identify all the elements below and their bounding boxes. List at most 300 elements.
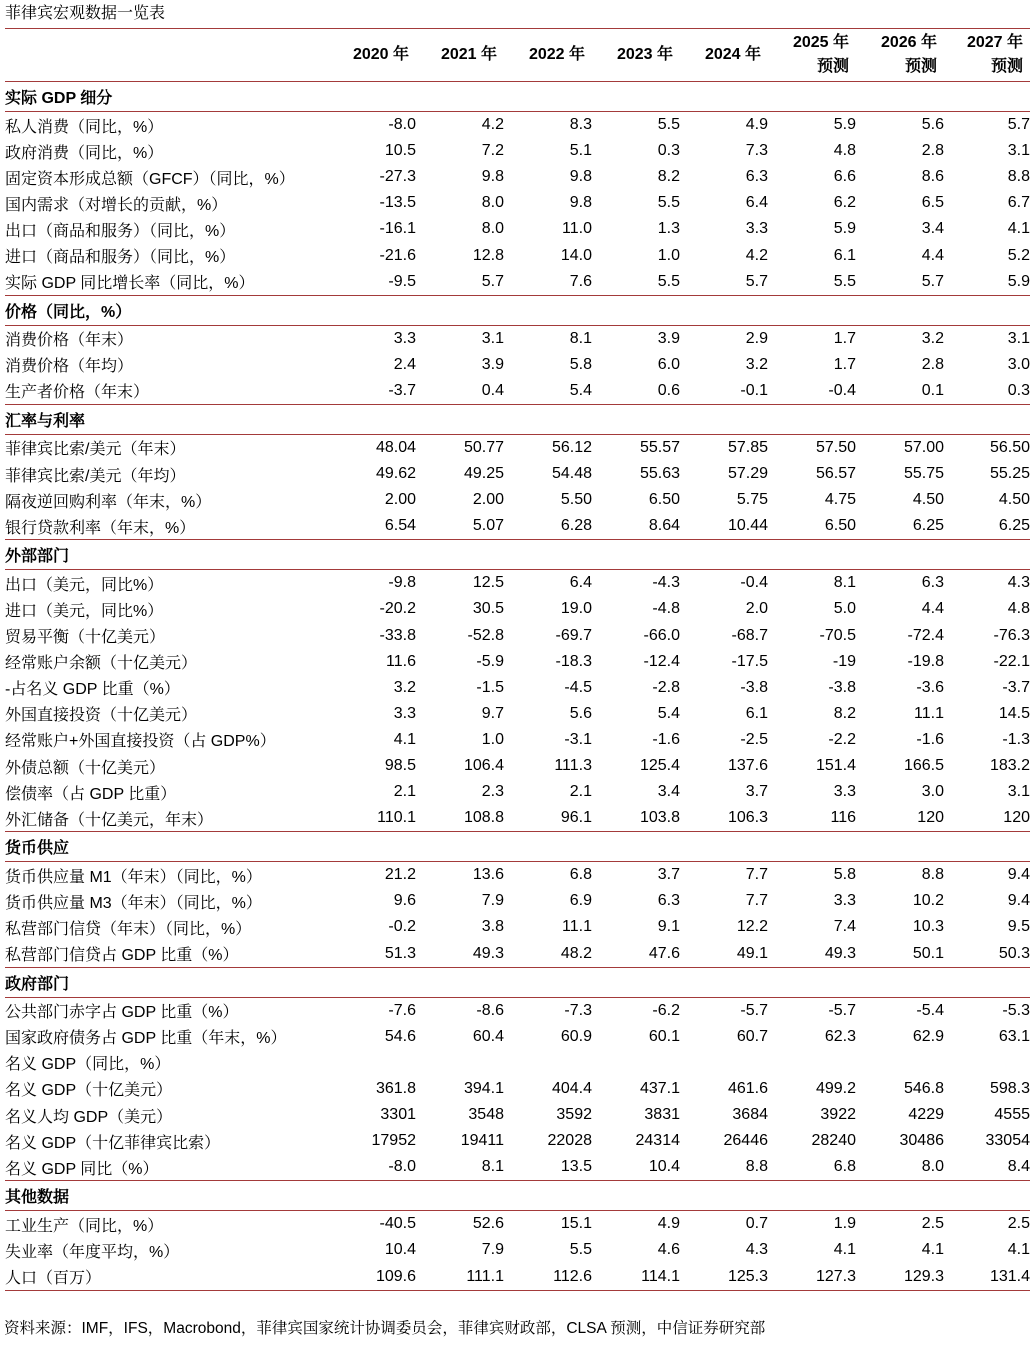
table-cell: 8.0 <box>481 220 504 238</box>
row-label: 私营部门信贷（年末）（同比，%） <box>5 920 252 938</box>
table-cell: 4.6 <box>657 1241 680 1259</box>
table-cell: 3.4 <box>657 783 680 801</box>
table-cell: 6.6 <box>833 168 856 186</box>
table-cell: 60.9 <box>560 1027 592 1045</box>
table-cell: 11.0 <box>562 220 592 238</box>
table-cell: 60.1 <box>648 1027 680 1045</box>
table-cell: 4.4 <box>921 246 944 264</box>
table-cell: 4.4 <box>921 600 944 618</box>
row-label: 货币供应量 M3（年末）（同比，%） <box>5 894 262 912</box>
table-cell: 5.5 <box>657 194 680 212</box>
table-row <box>5 914 1030 940</box>
table-cell: 7.6 <box>504 269 592 296</box>
table-cell: 6.5 <box>921 194 944 212</box>
table-cell: 96.1 <box>504 805 592 832</box>
section-header-row <box>5 967 1030 997</box>
table-cell: 5.7 <box>416 269 504 296</box>
table-cell: 60.7 <box>736 1027 768 1045</box>
table-cell: 10.2 <box>912 892 944 910</box>
table-cell: 19.0 <box>560 600 592 618</box>
table-cell: 8.3 <box>569 116 592 134</box>
table-cell: 2.5 <box>921 1215 944 1233</box>
table-cell: 2.8 <box>921 355 944 373</box>
table-cell: 3301 <box>380 1106 416 1124</box>
table-cell: 2.00 <box>384 491 416 509</box>
table-cell: 125.4 <box>639 757 680 775</box>
row-label: 名义 GDP（十亿美元） <box>5 1082 173 1100</box>
table-cell: 14.5 <box>998 704 1030 722</box>
table-row <box>5 675 1030 701</box>
table-row <box>5 727 1030 753</box>
table-cell: 3922 <box>820 1106 856 1124</box>
table-cell: 10.5 <box>384 142 416 160</box>
table-cell: 3548 <box>468 1106 504 1124</box>
column-header: 2026 年 预测 <box>856 29 944 82</box>
table-cell: 8.1 <box>569 329 592 347</box>
table-cell: 3.0 <box>921 783 944 801</box>
table-cell <box>944 1050 1030 1076</box>
row-label: 银行贷款利率（年末，%） <box>5 513 332 540</box>
table-cell: 6.2 <box>833 194 856 212</box>
table-cell: 8.4 <box>944 1154 1030 1181</box>
table-row <box>5 487 1030 513</box>
table-cell: 3.2 <box>745 355 768 373</box>
table-cell: 1.9 <box>833 1215 856 1233</box>
table-cell: -2.5 <box>740 730 768 748</box>
section-header-row <box>5 82 1030 112</box>
table-row <box>5 242 1030 268</box>
section-title: 价格（同比，%） <box>5 295 1030 325</box>
row-label: 生产者价格（年末） <box>5 378 332 405</box>
table-cell: 106.3 <box>680 805 768 832</box>
table-cell: 50.3 <box>944 941 1030 968</box>
table-cell: 116 <box>768 805 856 832</box>
source-note: 资料来源：IMF，IFS，Macrobond，菲律宾国家统计协调委员会，菲律宾财政部，CLSA 预测，中信证券研究部 <box>4 1320 766 1337</box>
row-label: 私营部门信贷占 GDP 比重（%） <box>5 941 332 968</box>
table-cell: 3.2 <box>393 678 416 696</box>
table-cell: 111.3 <box>554 757 592 775</box>
table-cell: 49.3 <box>416 941 504 968</box>
table-cell: 5.0 <box>833 600 856 618</box>
row-label: 公共部门赤字占 GDP 比重（%） <box>5 1004 239 1022</box>
table-cell: 21.2 <box>384 866 416 884</box>
table-cell: 8.6 <box>921 168 944 186</box>
table-cell: 50.1 <box>856 941 944 968</box>
table-cell: 3.3 <box>833 783 856 801</box>
table-cell <box>504 1050 592 1076</box>
table-cell <box>856 1050 944 1076</box>
table-row <box>5 1024 1030 1050</box>
table-cell: 1.3 <box>657 220 680 238</box>
table-cell: -69.7 <box>555 626 592 644</box>
table-cell: 5.7 <box>680 269 768 296</box>
table-cell: -1.3 <box>1002 730 1030 748</box>
table-cell: 12.2 <box>736 918 768 936</box>
table-cell: -2.8 <box>652 678 680 696</box>
column-header: 2022 年 <box>504 29 592 82</box>
table-cell: 3.1 <box>481 329 504 347</box>
section-title: 货币供应 <box>5 832 1030 862</box>
table-cell: -66.0 <box>643 626 680 644</box>
row-label: 出口（美元，同比%） <box>5 576 164 594</box>
section-title: 政府部门 <box>5 967 1030 997</box>
table-cell: -1.6 <box>916 730 944 748</box>
table-cell: -12.4 <box>643 652 680 670</box>
table-row <box>5 888 1030 914</box>
table-cell: 8.1 <box>833 574 856 592</box>
table-cell: 7.4 <box>833 918 856 936</box>
table-row <box>5 1211 1030 1238</box>
table-cell: 55.25 <box>989 465 1030 483</box>
section-title: 汇率与利率 <box>5 404 1030 434</box>
table-cell: -8.0 <box>388 116 416 134</box>
table-cell: 3.9 <box>657 329 680 347</box>
table-cell: 8.64 <box>592 513 680 540</box>
table-cell <box>332 1050 416 1076</box>
table-cell: 9.8 <box>569 194 592 212</box>
table-cell: 3.7 <box>745 783 768 801</box>
row-label: 贸易平衡（十亿美元） <box>5 629 166 647</box>
table-cell: 125.3 <box>680 1263 768 1290</box>
row-label: 工业生产（同比，%） <box>5 1217 164 1235</box>
table-cell: 6.28 <box>504 513 592 540</box>
table-cell: 9.8 <box>481 168 504 186</box>
table-cell: -9.5 <box>332 269 416 296</box>
table-cell: 6.0 <box>657 355 680 373</box>
table-row <box>5 434 1030 461</box>
table-cell: -9.8 <box>388 574 416 592</box>
table-cell: -2.2 <box>828 730 856 748</box>
table-cell: -5.7 <box>828 1001 856 1019</box>
table-cell: -4.8 <box>652 600 680 618</box>
row-label: 国内需求（对增长的贡献，%） <box>5 196 228 214</box>
section-header-row <box>5 295 1030 325</box>
table-cell: 7.2 <box>481 142 504 160</box>
table-cell: 10.44 <box>680 513 768 540</box>
column-header: 2025 年 预测 <box>768 29 856 82</box>
table-cell: -7.3 <box>564 1001 592 1019</box>
row-label: 名义 GDP（同比，%） <box>5 1056 171 1074</box>
table-cell: -3.8 <box>740 678 768 696</box>
table-cell: 7.7 <box>745 892 768 910</box>
table-cell: 30486 <box>899 1132 944 1150</box>
table-cell: 6.3 <box>921 574 944 592</box>
table-cell: 0.4 <box>416 378 504 405</box>
table-cell: 437.1 <box>639 1079 680 1097</box>
table-cell: 19411 <box>460 1132 504 1150</box>
table-row <box>5 1237 1030 1263</box>
table-cell: 111.1 <box>416 1263 504 1290</box>
row-label: 偿债率（占 GDP 比重） <box>5 785 177 803</box>
table-cell: 3.2 <box>921 329 944 347</box>
row-label: 经常账户+外国直接投资（占 GDP%） <box>5 733 276 751</box>
table-cell: 3831 <box>644 1106 680 1124</box>
table-cell: 6.54 <box>332 513 416 540</box>
table-cell: 57.50 <box>815 438 856 456</box>
table-cell: 166.5 <box>903 757 944 775</box>
table-cell: 1.7 <box>833 355 856 373</box>
table-cell: 5.07 <box>416 513 504 540</box>
table-cell: 106.4 <box>463 757 504 775</box>
table-cell: 5.6 <box>921 116 944 134</box>
section-title: 其他数据 <box>5 1181 1030 1211</box>
table-cell: 12.8 <box>472 246 504 264</box>
table-cell: 0.1 <box>856 378 944 405</box>
table-cell: 2.1 <box>393 783 416 801</box>
table-cell: 3.9 <box>481 355 504 373</box>
table-cell: -6.2 <box>652 1001 680 1019</box>
header-label-column <box>5 29 332 82</box>
table-cell: 54.6 <box>384 1027 416 1045</box>
table-cell: 9.8 <box>569 168 592 186</box>
table-cell: -0.4 <box>740 574 768 592</box>
table-cell: 120 <box>944 805 1030 832</box>
table-cell: -16.1 <box>379 220 416 238</box>
table-cell: 4.9 <box>745 116 768 134</box>
table-cell: 60.4 <box>472 1027 504 1045</box>
table-cell: 8.2 <box>833 704 856 722</box>
row-label: 国家政府债务占 GDP 比重（年末，%） <box>5 1030 287 1048</box>
table-cell: 15.1 <box>560 1215 592 1233</box>
table-cell: 54.48 <box>551 465 592 483</box>
table-cell: 2.1 <box>569 783 592 801</box>
table-cell: 2.00 <box>472 491 504 509</box>
table-cell: -52.8 <box>467 626 504 644</box>
table-row <box>5 1154 1030 1181</box>
table-cell: 120 <box>856 805 944 832</box>
table-cell: 4.8 <box>1007 600 1030 618</box>
table-cell: 55.63 <box>639 465 680 483</box>
row-label: 私人消费（同比，%） <box>5 118 164 136</box>
table-cell: 6.4 <box>745 194 768 212</box>
table-cell: 8.8 <box>680 1154 768 1181</box>
table-cell <box>680 1050 768 1076</box>
row-label: 经常账户余额（十亿美元） <box>5 655 198 673</box>
table-cell: -5.4 <box>916 1001 944 1019</box>
table-cell: 6.50 <box>648 491 680 509</box>
table-cell: -0.4 <box>768 378 856 405</box>
table-cell: 137.6 <box>727 757 768 775</box>
table-cell: 3.1 <box>1007 142 1030 160</box>
table-row <box>5 649 1030 675</box>
table-cell: 3.0 <box>1007 355 1030 373</box>
table-row <box>5 216 1030 242</box>
table-cell: -4.3 <box>652 574 680 592</box>
table-cell: 5.6 <box>569 704 592 722</box>
table-cell: -40.5 <box>379 1215 416 1233</box>
column-header: 2023 年 <box>592 29 680 82</box>
table-cell: 57.29 <box>727 465 768 483</box>
table-cell: 9.7 <box>481 704 504 722</box>
table-cell: 62.9 <box>912 1027 944 1045</box>
table-cell: -19 <box>832 652 856 670</box>
table-row <box>5 138 1030 164</box>
table-cell: 22028 <box>547 1132 592 1150</box>
table-cell: -68.7 <box>731 626 768 644</box>
table-cell: -33.8 <box>379 626 416 644</box>
table-cell: 5.8 <box>833 866 856 884</box>
table-cell: 4.1 <box>921 1241 944 1259</box>
table-cell: -22.1 <box>993 652 1030 670</box>
table-cell: 394.1 <box>463 1079 504 1097</box>
table-cell: -3.7 <box>332 378 416 405</box>
table-cell: 4.1 <box>1007 1241 1030 1259</box>
row-label: 菲律宾比索/美元（年均） <box>5 467 186 485</box>
table-cell: 6.3 <box>657 892 680 910</box>
table-cell: 127.3 <box>768 1263 856 1290</box>
table-cell: 151.4 <box>815 757 856 775</box>
table-cell: 8.1 <box>416 1154 504 1181</box>
table-cell: 2.3 <box>481 783 504 801</box>
table-row <box>5 352 1030 378</box>
row-label: 实际 GDP 同比增长率（同比，%） <box>5 269 332 296</box>
table-cell: 5.8 <box>569 355 592 373</box>
column-header: 2020 年 <box>332 29 416 82</box>
table-cell: 546.8 <box>903 1079 944 1097</box>
table-row <box>5 570 1030 597</box>
table-row <box>5 623 1030 649</box>
table-cell: -3.8 <box>828 678 856 696</box>
table-cell: 55.57 <box>639 438 680 456</box>
table-cell: 5.5 <box>569 1241 592 1259</box>
row-label: 出口（商品和服务）（同比，%） <box>5 222 236 240</box>
row-label: 政府消费（同比，%） <box>5 144 164 162</box>
table-cell: 3.1 <box>1007 783 1030 801</box>
table-cell: 47.6 <box>592 941 680 968</box>
row-label: 名义 GDP 同比（%） <box>5 1154 332 1181</box>
table-row <box>5 862 1030 889</box>
table-cell: 6.25 <box>856 513 944 540</box>
table-cell: 6.1 <box>833 246 856 264</box>
section-header-row <box>5 540 1030 570</box>
column-header: 2021 年 <box>416 29 504 82</box>
table-row <box>5 325 1030 352</box>
table-cell: 11.6 <box>386 652 416 670</box>
table-cell: -5.3 <box>1002 1001 1030 1019</box>
table-cell: 5.5 <box>768 269 856 296</box>
table-cell: 49.1 <box>680 941 768 968</box>
table-cell: -3.7 <box>1002 678 1030 696</box>
table-cell: 13.6 <box>472 866 504 884</box>
table-cell: 404.4 <box>551 1079 592 1097</box>
table-cell: 9.4 <box>1007 866 1030 884</box>
table-cell: 4.2 <box>745 246 768 264</box>
table-cell: 9.1 <box>657 918 680 936</box>
table-cell: 12.5 <box>472 574 504 592</box>
table-row <box>5 753 1030 779</box>
table-cell: 3.8 <box>481 918 504 936</box>
section-header-row <box>5 404 1030 434</box>
table-row <box>5 1128 1030 1154</box>
row-label: 货币供应量 M1（年末）（同比，%） <box>5 868 262 886</box>
table-cell: 4.1 <box>1007 220 1030 238</box>
table-cell: 6.4 <box>569 574 592 592</box>
table-cell: 6.9 <box>569 892 592 910</box>
table-cell: 10.3 <box>912 918 944 936</box>
table-cell: 49.3 <box>768 941 856 968</box>
table-cell: -3.6 <box>916 678 944 696</box>
table-cell: 10.4 <box>384 1241 416 1259</box>
table-cell: 2.5 <box>1007 1215 1030 1233</box>
table-cell: 1.7 <box>833 329 856 347</box>
table-row <box>5 941 1030 968</box>
table-cell: -19.8 <box>907 652 944 670</box>
table-cell: 10.4 <box>592 1154 680 1181</box>
table-cell: 8.0 <box>481 194 504 212</box>
table-cell: 0.7 <box>745 1215 768 1233</box>
table-cell: 109.6 <box>332 1263 416 1290</box>
row-label: 隔夜逆回购利率（年末，%） <box>5 493 212 511</box>
table-row <box>5 513 1030 540</box>
table-cell: 5.75 <box>736 491 768 509</box>
table-cell: 4.3 <box>745 1241 768 1259</box>
table-cell: 2.4 <box>393 355 416 373</box>
row-label: 进口（商品和服务）（同比，%） <box>5 249 236 267</box>
table-row <box>5 269 1030 296</box>
table-cell: 5.9 <box>944 269 1030 296</box>
table-cell: 7.7 <box>745 866 768 884</box>
section-header-row <box>5 832 1030 862</box>
table-cell: 1.0 <box>481 730 504 748</box>
table-cell: 2.9 <box>745 329 768 347</box>
table-row <box>5 805 1030 832</box>
table-cell: 0.6 <box>592 378 680 405</box>
table-cell: 8.8 <box>921 866 944 884</box>
table-cell: 4229 <box>908 1106 944 1124</box>
table-cell: 9.6 <box>393 892 416 910</box>
table-cell: 49.62 <box>375 465 416 483</box>
table-row <box>5 779 1030 805</box>
table-cell: 7.9 <box>481 1241 504 1259</box>
section-title: 外部部门 <box>5 540 1030 570</box>
table-row <box>5 1050 1030 1076</box>
table-cell: 56.50 <box>989 438 1030 456</box>
table-cell: 56.57 <box>815 465 856 483</box>
table-cell: 110.1 <box>332 805 416 832</box>
table-cell: 6.25 <box>944 513 1030 540</box>
table-cell: 49.25 <box>463 465 504 483</box>
table-cell: -7.6 <box>388 1001 416 1019</box>
row-label: 外汇储备（十亿美元，年末） <box>5 805 332 832</box>
table-cell: 48.04 <box>375 438 416 456</box>
table-cell: -21.6 <box>379 246 416 264</box>
table-cell: 30.5 <box>472 600 504 618</box>
table-cell: 48.2 <box>504 941 592 968</box>
table-cell: 5.50 <box>560 491 592 509</box>
row-label: 名义 GDP（十亿菲律宾比索） <box>5 1134 221 1152</box>
table-cell: 103.8 <box>592 805 680 832</box>
table-cell: 5.1 <box>569 142 592 160</box>
table-cell: -8.0 <box>332 1154 416 1181</box>
table-cell: 9.4 <box>1007 892 1030 910</box>
table-cell: 8.8 <box>1007 168 1030 186</box>
table-cell: 33054 <box>985 1132 1030 1150</box>
table-cell: 50.77 <box>463 438 504 456</box>
table-cell <box>592 1050 680 1076</box>
table-cell: 5.9 <box>833 116 856 134</box>
table-cell: 55.75 <box>903 465 944 483</box>
table-cell: 3684 <box>732 1106 768 1124</box>
row-label: 外国直接投资（十亿美元） <box>5 707 198 725</box>
table-cell: 4555 <box>994 1106 1030 1124</box>
table-cell: 8.2 <box>657 168 680 186</box>
table-cell: 114.1 <box>592 1263 680 1290</box>
table-cell: 3.3 <box>745 220 768 238</box>
table-cell: 499.2 <box>815 1079 856 1097</box>
table-row <box>5 112 1030 139</box>
table-row <box>5 701 1030 727</box>
section-header-row <box>5 1181 1030 1211</box>
